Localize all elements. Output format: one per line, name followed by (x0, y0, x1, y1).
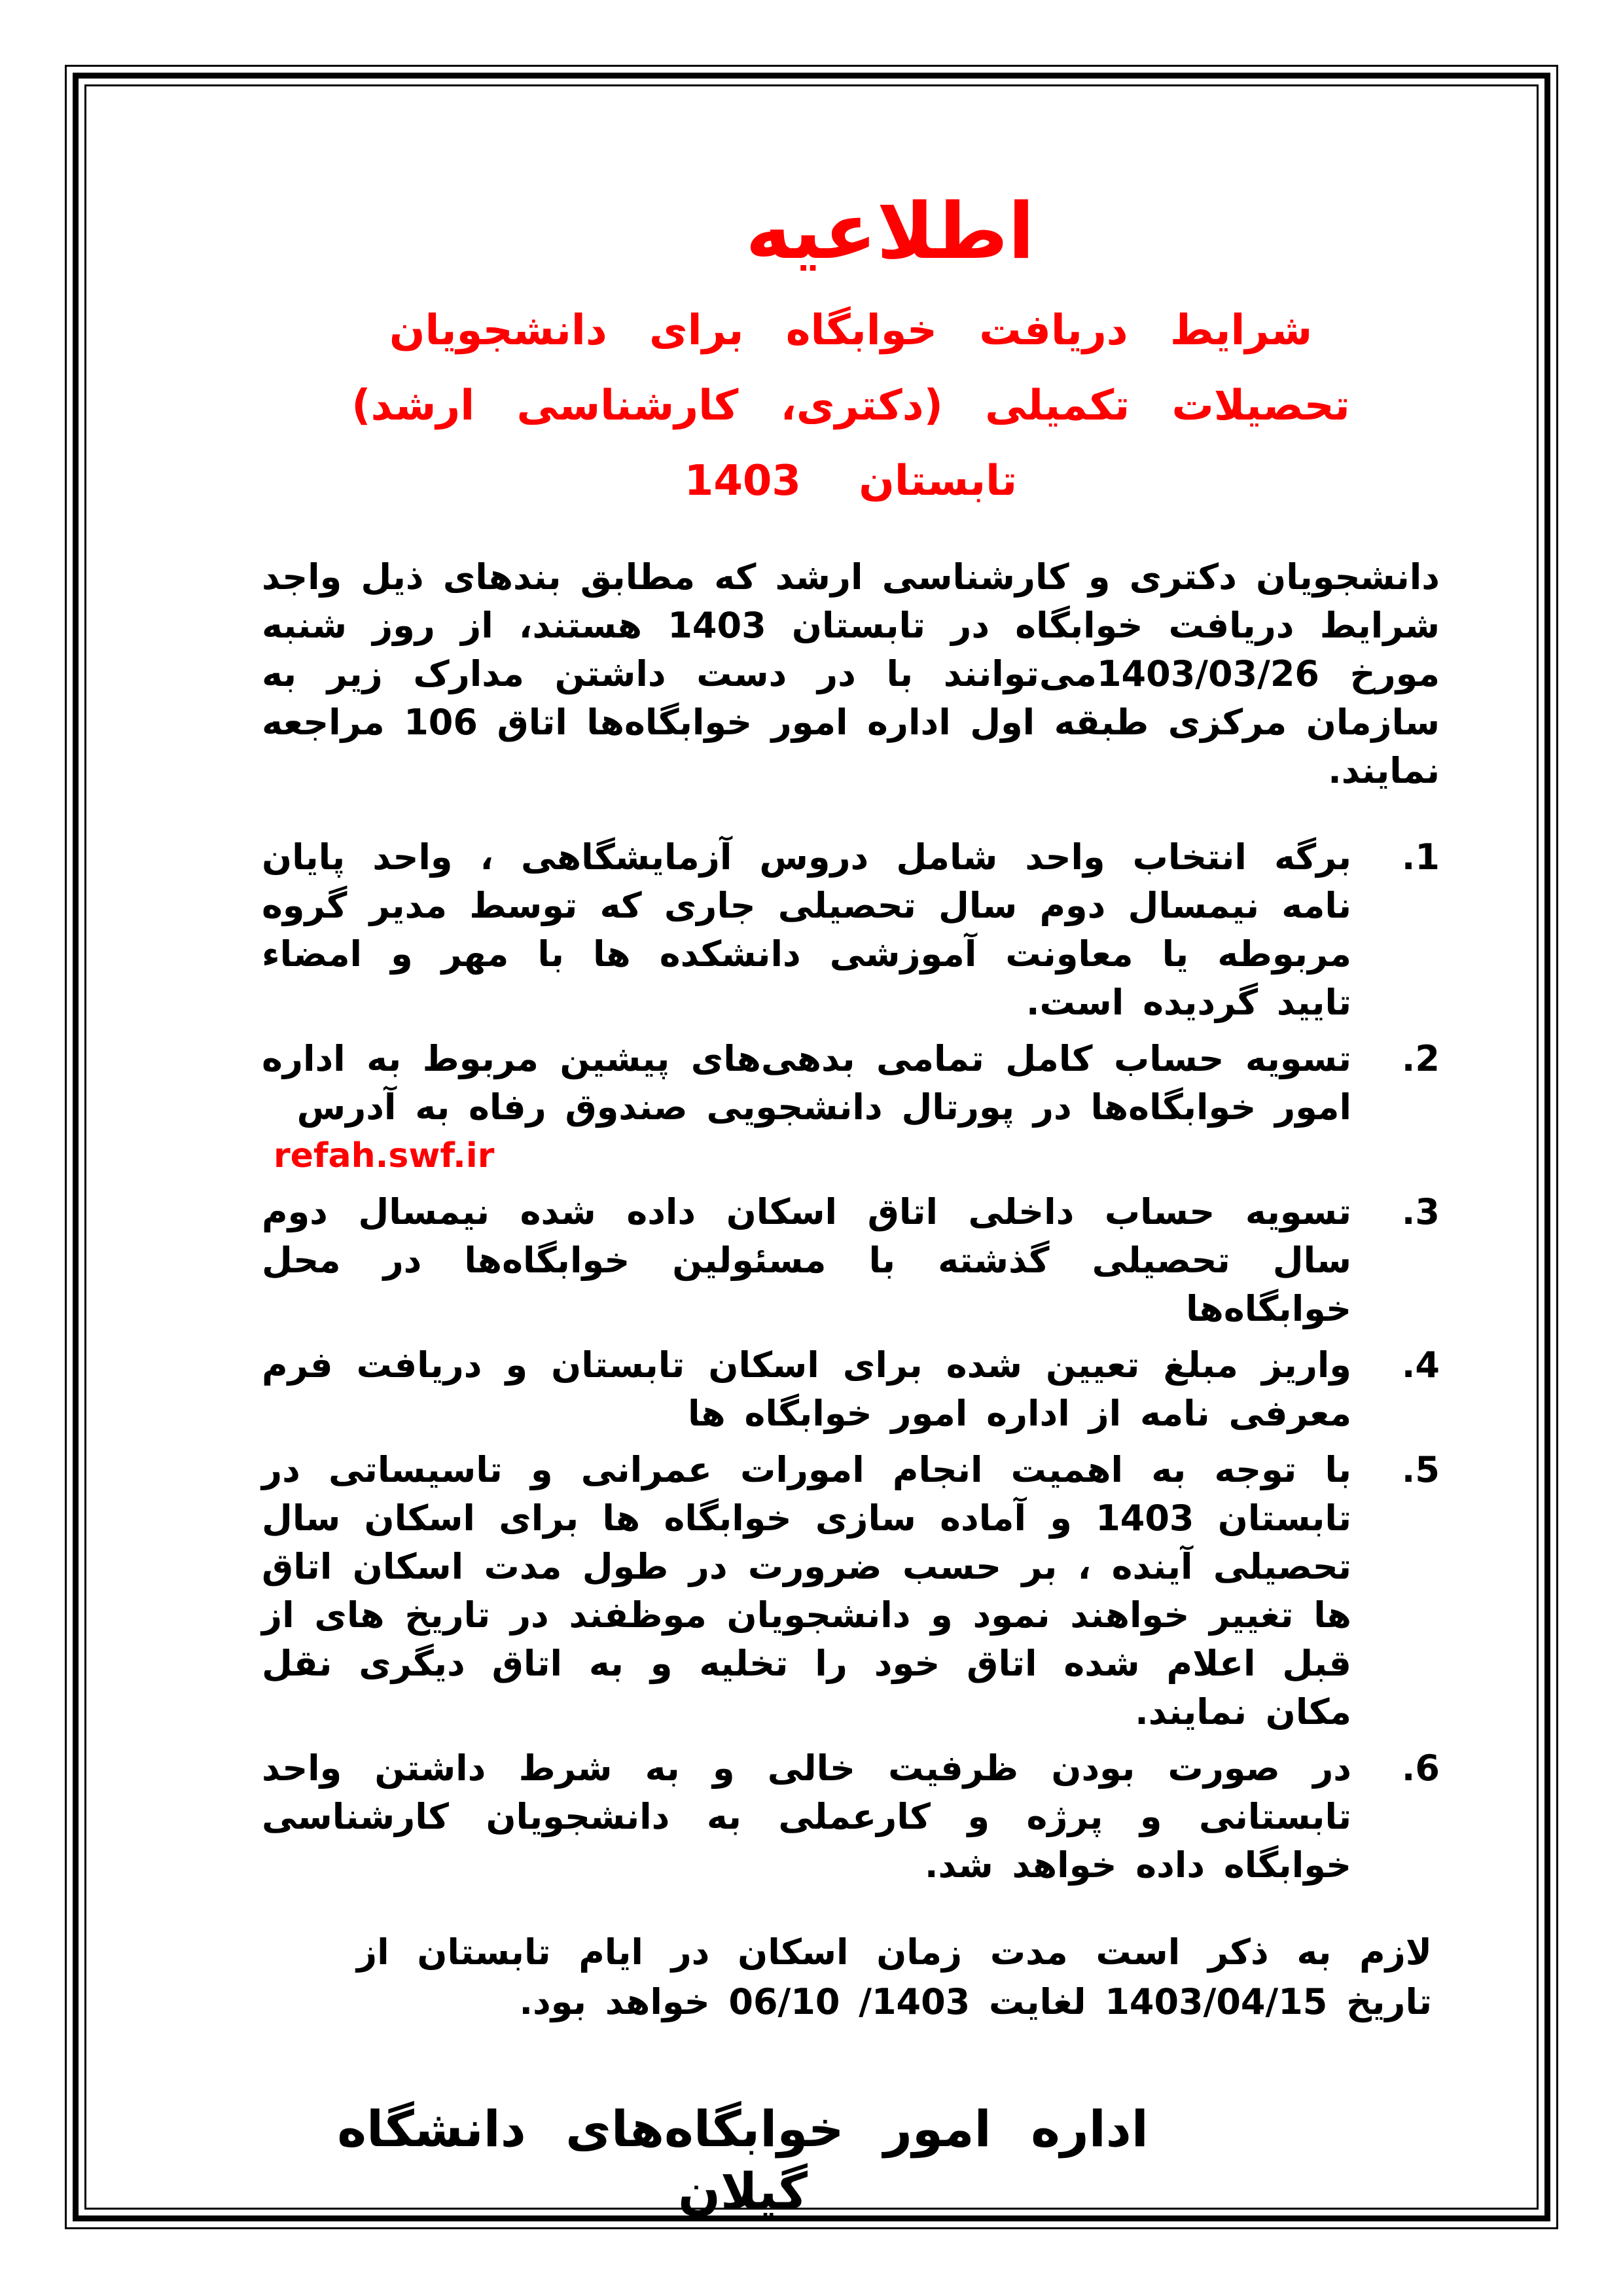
conditions-list (262, 833, 1440, 1890)
item-number: 4. (1401, 1344, 1440, 1386)
list-item-4 (262, 1341, 1440, 1438)
item-text: واریز مبلغ تعیین شده برای اسکان تابستان و دریافت فرم معرفی نامه از اداره امور خوابگاه ها (262, 1344, 1351, 1435)
item-text: برگه انتخاب واحد شامل دروس آزمایشگاهی ، واحد پایان نامه نیمسال دوم سال تحصیلی جاری که توسط مدیر گروه مربوطه یا معاونت آموزشی دانشکده ها با مهر و امضاء تایید گردیده است. (262, 836, 1351, 1024)
item-text (262, 1035, 1351, 1180)
refah-portal-link[interactable]: refah.swf.ir (274, 1136, 495, 1176)
item-text: در صورت بودن ظرفیت خالی و به شرط داشتن واحد تابستانی و پرژه و کارعملی به دانشجویان کارشناسی خوابگاه داده خواهد شد. (262, 1748, 1351, 1886)
list-item-2 (262, 1035, 1440, 1180)
subtitle-line-1: شرایط دریافت خوابگاه برای دانشجویان (389, 306, 1313, 355)
item-number: 6. (1401, 1748, 1440, 1789)
item-number: 2. (1401, 1038, 1440, 1080)
list-item-6 (262, 1744, 1440, 1890)
list-item-1 (262, 833, 1440, 1027)
page-title: اطلاعیه (745, 186, 1035, 276)
intro-paragraph: دانشجویان دکتری و کارشناسی ارشد که مطابق بندهای ذیل واجد شرایط دریافت خوابگاه در تابستان 1403 هستند، از روز شنبه مورخ 1403/03/26می‌توانند با در دست داشتن مدارک زیر به سازمان مرکزی طبقه اول اداره امور خوابگاه‌ها اتاق 106 مراجعه نمایند. (262, 556, 1440, 792)
list-item-3 (262, 1188, 1440, 1333)
page-subtitle (262, 293, 1440, 519)
item-text: با توجه به اهمیت انجام امورات عمرانی و تاسیساتی در تابستان 1403 و آماده سازی خوابگاه ها برای اسکان سال تحصیلی آینده ، بر حسب ضرورت در طول مدت اسکان اتاق ها تغییر خواهند نمود و دانشجویان موظفند در تاریخ های از قبل اعلام شده اتاق خود را تخلیه و به اتاق دیگری نقل مکان نمایند. (262, 1449, 1351, 1733)
border-frame-outer (65, 65, 1558, 2229)
note-paragraph: لازم به ذکر است مدت زمان اسکان در ایام تابستان از تاریخ 1403/04/15 لغایت 1403/ 06/10 خواهد بود. (357, 1931, 1432, 2023)
subtitle-line-3: تابستان 1403 (684, 457, 1018, 506)
border-frame-inner (84, 84, 1539, 2221)
border-frame-mid (73, 73, 1550, 2221)
item-text-body: تسویه حساب کامل تمامی بدهی‌های پیشین مربوط به اداره امور خوابگاه‌ها در پورتال دانشجویی صندوق رفاه به آدرس (262, 1038, 1351, 1128)
item-number: 1. (1401, 836, 1440, 878)
list-item-5 (262, 1446, 1440, 1736)
item-text: تسویه حساب داخلی اتاق اسکان داده شده نیمسال دوم سال تحصیلی گذشته با مسئولین خوابگاه‌ها در محل خوابگاه‌ها (262, 1191, 1351, 1330)
item-number: 3. (1401, 1191, 1440, 1233)
subtitle-line-2: تحصیلات تکمیلی (دکتری، کارشناسی ارشد) (351, 382, 1350, 431)
item-number: 5. (1401, 1449, 1440, 1491)
footer-signature: اداره امور خوابگاه‌های دانشگاه گیلان (337, 2100, 1149, 2221)
announcement-content (86, 86, 1537, 2221)
